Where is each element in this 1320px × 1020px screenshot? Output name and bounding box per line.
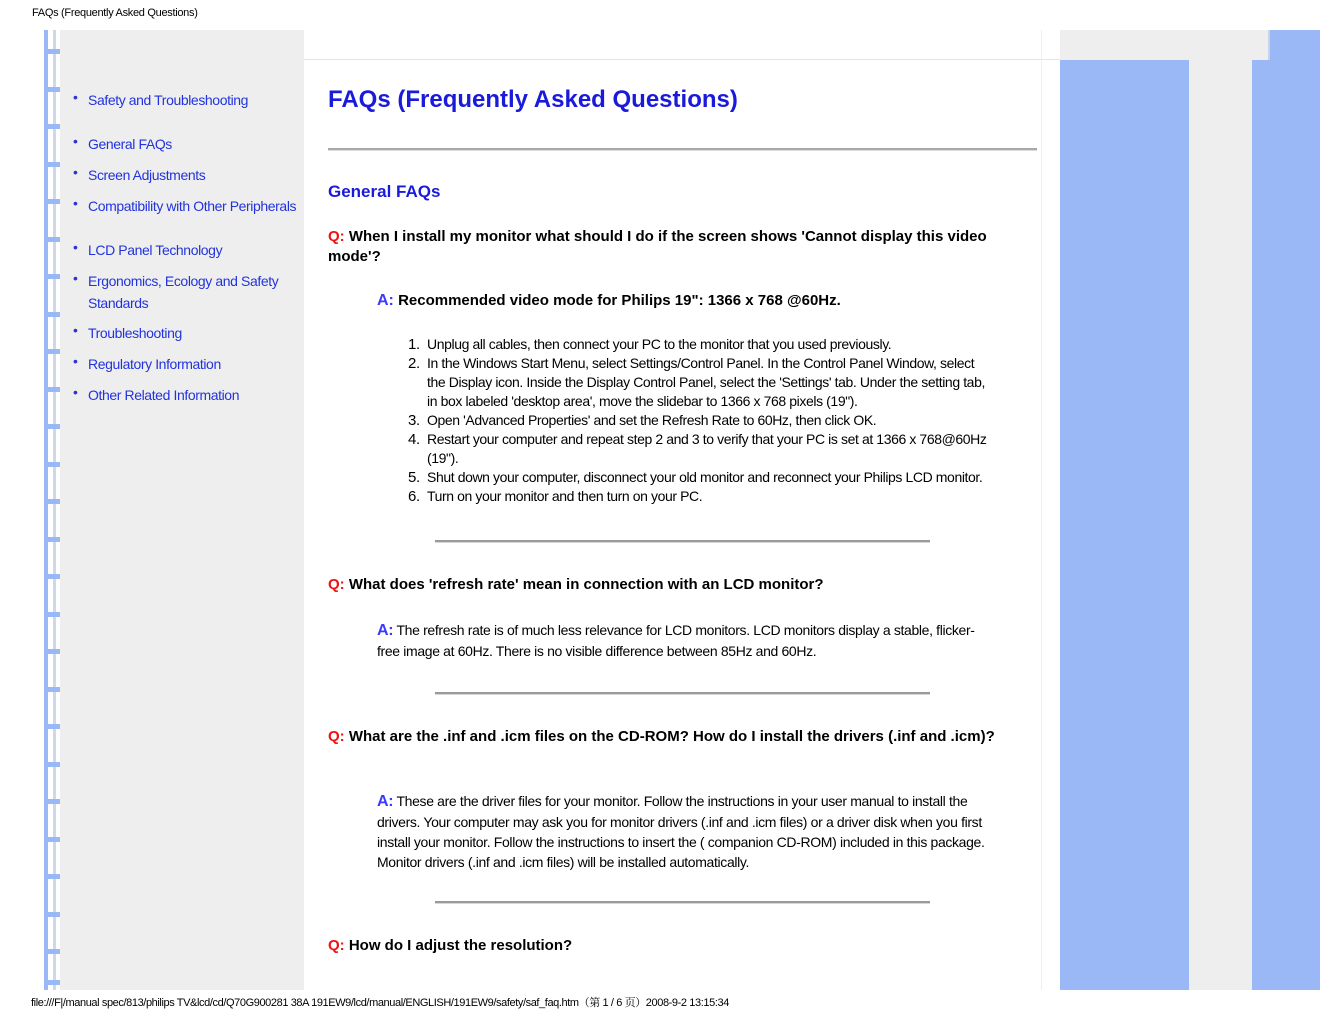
list-item: 4. Restart your computer and repeat step 2 and 3 to verify that your PC is set at 1366 x 768@60Hz (19"). (408, 431, 987, 466)
question-text: What are the .inf and .icm files on the CD-ROM? How do I install the drivers (.inf and .icm)? (348, 728, 995, 745)
answer-text: The refresh rate is of much less relevance for LCD monitors. LCD monitors display a stable, flicker-free image at 60Hz. There is no visible difference between 85Hz and 60Hz. (377, 622, 975, 659)
sidebar-link[interactable]: Other Related Information (88, 387, 240, 403)
right-panel-corner (1270, 30, 1320, 60)
bullet-icon: • (73, 195, 78, 211)
question-marker: Q: (328, 576, 345, 593)
content-right-edge (1041, 30, 1042, 990)
faq-question (328, 727, 1008, 747)
page-header-text: FAQs (Frequently Asked Questions) (32, 7, 198, 19)
right-panel-gray (1189, 60, 1252, 990)
page-footer-text: file:///F|/manual spec/813/philips TV&lcd/cd/Q70G900281 38A 191EW9/lcd/manual/ENGLISH/191EW9/safety/saf_faq.htm（第 1 / 6 页）2008-9-2 13:15:34 (31, 997, 729, 1009)
list-item: 2. In the Windows Start Menu, select Settings/Control Panel. In the Control Panel Window, select the Display icon. Inside the Display Control Panel, select the 'Settings' tab. Under the setting tab, in box labeled 'desktop area', move the slidebar to 1366 x 768 pixels (19"). (408, 355, 985, 409)
right-panel-blue-right (1252, 60, 1320, 990)
answer-marker: A: (377, 622, 394, 639)
page-title: FAQs (Frequently Asked Questions) (328, 86, 738, 113)
question-marker: Q: (328, 228, 345, 245)
section-title: General FAQs (328, 182, 441, 201)
content-top-divider (304, 59, 1060, 60)
right-panel-top (1060, 30, 1268, 60)
faq-question (328, 575, 1038, 595)
list-item: 3. Open 'Advanced Properties' and set the Refresh Rate to 60Hz, then click OK. (408, 412, 877, 429)
sidebar-link[interactable]: Regulatory Information (88, 356, 221, 372)
faq-question (328, 936, 1038, 956)
question-text: How do I adjust the resolution? (348, 937, 573, 954)
faq-divider (435, 540, 930, 543)
sidebar-link[interactable]: Screen Adjustments (88, 167, 206, 183)
sidebar-link[interactable]: Compatibility with Other Peripherals (88, 198, 297, 214)
answer-marker: A: (377, 793, 394, 810)
right-panel-blue-left (1060, 60, 1189, 990)
list-item: 5. Shut down your computer, disconnect your old monitor and reconnect your Philips LCD monitor. (408, 469, 983, 486)
question-text: When I install my monitor what should I do if the screen shows 'Cannot display this video mode'? (328, 228, 987, 265)
question-marker: Q: (328, 728, 345, 745)
answer-text: These are the driver files for your monitor. Follow the instructions in your user manual to install the drivers. Your computer may ask you for monitor drivers (.inf and .icm files) or a driver disk when you first install your monitor. Follow the instructions to insert the ( companion CD-ROM) included in this package. Monitor drivers (.inf and .icm files) will be installed automatically. (377, 793, 985, 870)
faq-answer (377, 791, 987, 872)
bullet-icon: • (73, 164, 78, 180)
title-divider (328, 148, 1037, 151)
bullet-icon: • (73, 270, 78, 286)
bullet-icon: • (73, 384, 78, 400)
faq-divider (435, 692, 930, 695)
answer-marker: A: (377, 292, 394, 309)
faq-answer (377, 620, 987, 661)
sidebar-link[interactable]: LCD Panel Technology (88, 242, 223, 258)
bullet-icon: • (73, 353, 78, 369)
sidebar-link[interactable]: General FAQs (88, 136, 172, 152)
answer-text: Recommended video mode for Philips 19": 1366 x 768 @60Hz. (398, 292, 841, 309)
left-ruler-decoration (44, 30, 60, 990)
bullet-icon: • (73, 322, 78, 338)
steps-list (400, 335, 990, 506)
sidebar-link[interactable]: Ergonomics, Ecology and Safety Standards (88, 273, 279, 311)
bullet-icon: • (73, 89, 78, 105)
list-item: 6. Turn on your monitor and then turn on your PC. (408, 488, 703, 505)
question-marker: Q: (328, 937, 345, 954)
sidebar-link[interactable]: Safety and Troubleshooting (88, 92, 249, 108)
bullet-icon: • (73, 133, 78, 149)
question-text: What does 'refresh rate' mean in connection with an LCD monitor? (348, 576, 824, 593)
faq-question (328, 227, 1038, 267)
faq-answer (377, 291, 997, 311)
list-item: 1. Unplug all cables, then connect your PC to the monitor that you used previously. (408, 336, 892, 353)
bullet-icon: • (73, 239, 78, 255)
sidebar-link[interactable]: Troubleshooting (88, 325, 182, 341)
sidebar (60, 30, 304, 990)
faq-divider (435, 901, 930, 904)
